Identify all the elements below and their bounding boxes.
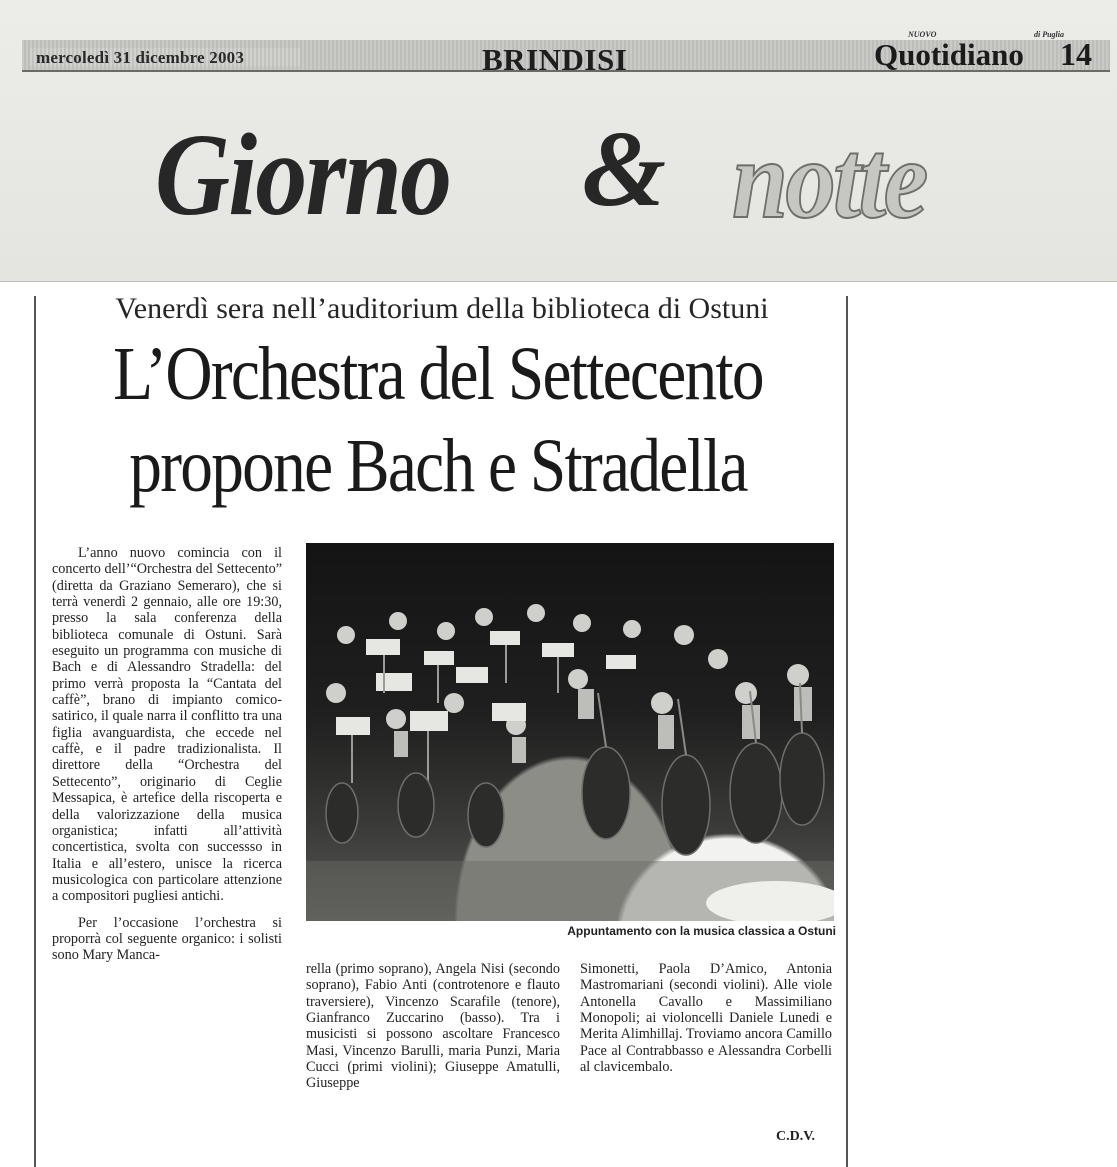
section-title-giorno: Giorno bbox=[155, 109, 451, 240]
section-banner bbox=[0, 0, 1117, 282]
music-stands bbox=[336, 631, 636, 735]
author-signature: C.D.V. bbox=[776, 1129, 816, 1144]
article-column-2 bbox=[306, 961, 560, 1092]
article-kicker: Venerdì sera nell’auditorium della biblioteca di Ostuni bbox=[115, 292, 769, 325]
section-title-notte: notte bbox=[732, 118, 926, 242]
column-rule-right bbox=[846, 296, 848, 1167]
masthead-name: Quotidiano bbox=[874, 37, 1024, 72]
article-column-3 bbox=[580, 961, 832, 1075]
stand-poles bbox=[352, 645, 558, 783]
section-city: BRINDISI bbox=[482, 42, 628, 77]
page-header-bar bbox=[22, 30, 1110, 77]
orchestra-photo-illustration bbox=[306, 543, 834, 921]
masthead-prefix: NUOVO bbox=[908, 30, 937, 39]
headline-line-1: L’Orchestra del Settecento bbox=[113, 332, 763, 416]
headline-line-2: propone Bach e Stradella bbox=[129, 424, 747, 508]
column-rule-left bbox=[34, 296, 36, 1167]
article-paragraph-2: Per l’occasione l’orchestra si proporrà col seguente organico: i solisti sono Mary Manca- bbox=[52, 914, 282, 964]
orchestra-photo bbox=[306, 543, 834, 921]
musician-heads bbox=[326, 604, 809, 735]
instrument-necks bbox=[598, 683, 802, 755]
article-column-3-text: Simonetti, Paola D’Amico, Antonia Mastromariani (secondi violini). Alle viole Antonella Cavallo e Massimiliano Monopoli; ai violoncelli Daniele Lunedi e Merita Alimhillaj. Troviamo ancora Camillo Pace al Contrabbasso e Alessandra Corbelli al clavicembalo. bbox=[580, 961, 832, 1076]
masthead-suffix: di Puglia bbox=[1034, 30, 1065, 39]
photo-caption: Appuntamento con la musica classica a Ostuni bbox=[567, 924, 836, 938]
issue-date: mercoledì 31 dicembre 2003 bbox=[36, 48, 245, 67]
article-paragraph-1: L’anno nuovo comincia con il concerto dell’“Orchestra del Settecento” (diretta da Graziano Semeraro), che si terrà venerdì 2 gennaio, alle ore 19:30, presso la sala conferenza della biblioteca comunale di Ostuni. Sarà eseguito un programma con musiche di Bach e di Alessandro Stradella: del primo verrà proposta la “Cantata del caffè”, brano di impianto comico-satirico, il quale narra il conflitto tra una figlia avanguardista, che eccede nel caffè, e il padre tradizionalista. Il direttore della “Orchestra del Settecento”, originario di Ceglie Messapica, è artefice della riscoperta e della valorizzazione della musica organistica; infatti all’attività concertistica, svolta con successso in Italia e all’estero, unisce la ricerca musicologica con particolare attenzione a compositori pugliesi antichi. bbox=[52, 545, 282, 905]
article-column-1 bbox=[52, 545, 282, 964]
article-headline bbox=[87, 328, 789, 512]
section-title-ampersand: & bbox=[582, 110, 667, 229]
article-column-2-text: rella (primo soprano), Angela Nisi (secondo soprano), Fabio Anti (controtenore e flauto traversiere), Vincenzo Scarafile (tenore), Gianfranco Zuccarino (basso). Tra i musicisti si possono ascoltare Francesco Masi, Vincenzo Barulli, maria Punzi, Maria Cucci (primi violini); Giuseppe Amatulli, Giuseppe bbox=[306, 961, 560, 1092]
page-number: 14 bbox=[1060, 36, 1092, 72]
